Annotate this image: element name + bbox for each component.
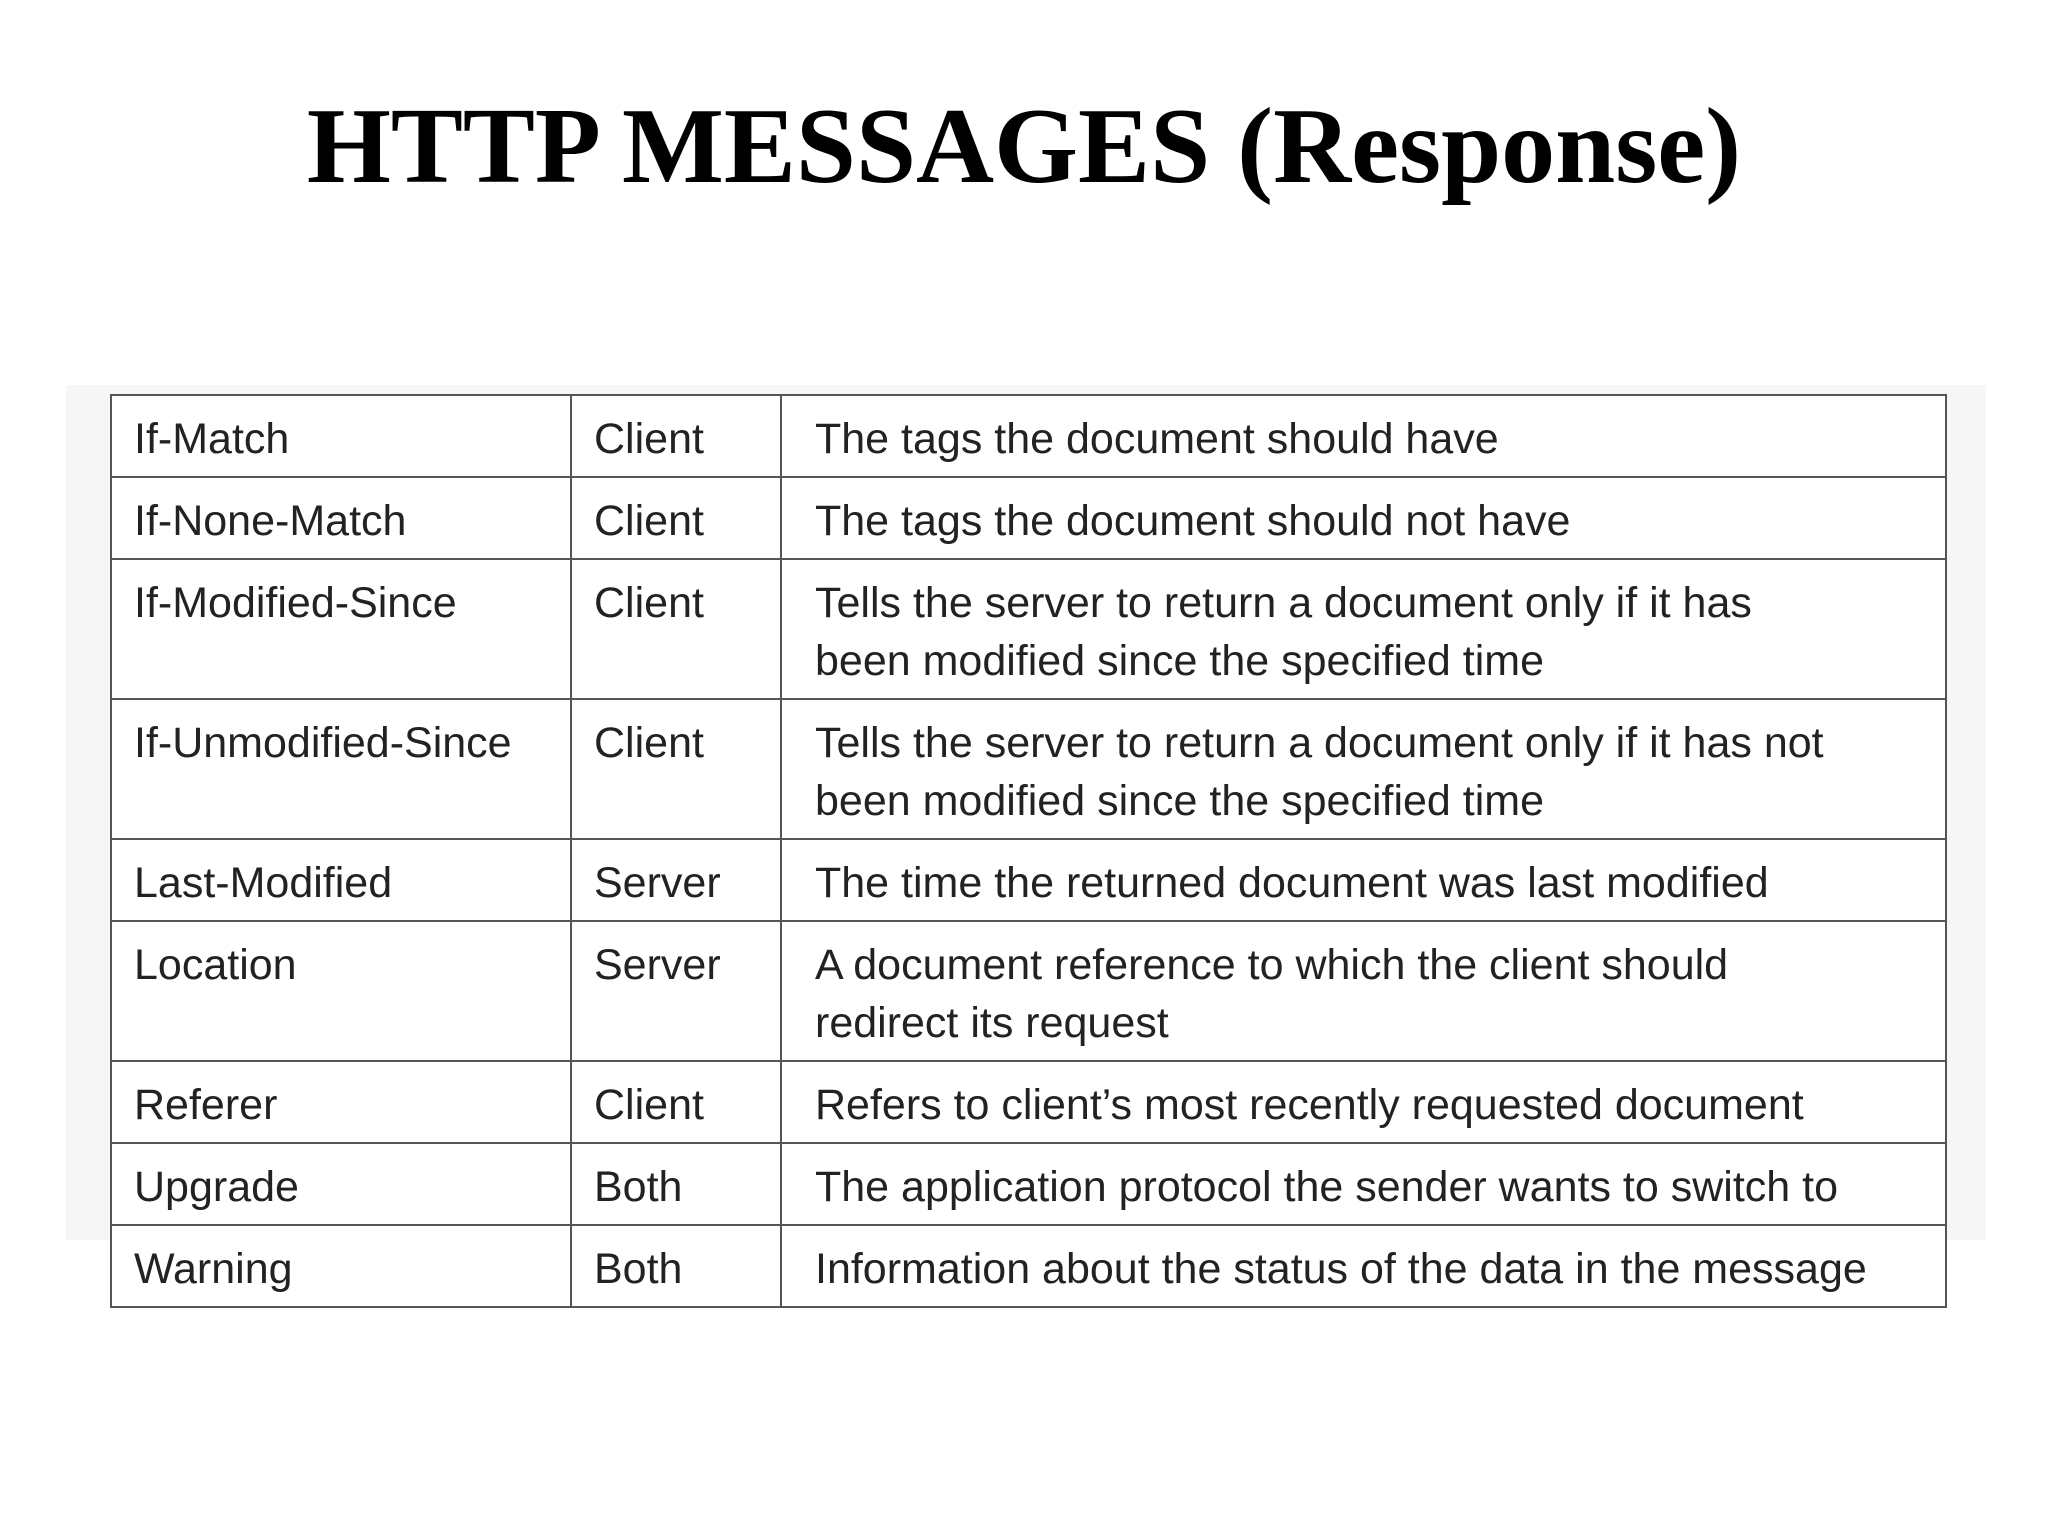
header-description-cell: The application protocol the sender wants to switch to (781, 1143, 1946, 1225)
header-type-cell: Client (571, 699, 781, 839)
table-row (111, 839, 1946, 921)
description-line: A document reference to which the client should (815, 941, 1729, 989)
header-description-cell: Information about the status of the data in the message (781, 1225, 1946, 1307)
header-name-cell: Referer (111, 1061, 571, 1143)
http-header-table (110, 394, 1947, 1308)
description-line: redirect its request (815, 999, 1169, 1047)
header-type-cell: Server (571, 839, 781, 921)
header-name-cell: If-Match (111, 395, 571, 477)
header-description-cell (781, 699, 1946, 839)
header-type-cell: Client (571, 477, 781, 559)
table-row (111, 395, 1946, 477)
header-name-cell: Last-Modified (111, 839, 571, 921)
table-row (111, 1225, 1946, 1307)
table-row (111, 921, 1946, 1061)
description-line: Tells the server to return a document only if it has (815, 579, 1752, 627)
header-name-cell: If-Unmodified-Since (111, 699, 571, 839)
header-description-cell: Refers to client’s most recently requested document (781, 1061, 1946, 1143)
description-line: been modified since the specified time (815, 777, 1545, 825)
header-type-cell: Client (571, 559, 781, 699)
header-type-cell: Server (571, 921, 781, 1061)
header-description-cell: The tags the document should not have (781, 477, 1946, 559)
header-description-cell (781, 559, 1946, 699)
header-type-cell: Both (571, 1225, 781, 1307)
header-description-cell: The tags the document should have (781, 395, 1946, 477)
table-row (111, 1061, 1946, 1143)
table-row (111, 559, 1946, 699)
header-type-cell: Client (571, 1061, 781, 1143)
description-line: been modified since the specified time (815, 637, 1545, 685)
description-line: Tells the server to return a document only if it has not (815, 719, 1824, 767)
header-name-cell: Upgrade (111, 1143, 571, 1225)
table-row (111, 699, 1946, 839)
header-type-cell: Both (571, 1143, 781, 1225)
header-name-cell: Warning (111, 1225, 571, 1307)
table-row (111, 477, 1946, 559)
header-name-cell: If-Modified-Since (111, 559, 571, 699)
slide-title: HTTP MESSAGES (Response) (306, 87, 1742, 206)
header-name-cell: Location (111, 921, 571, 1061)
table-row (111, 1143, 1946, 1225)
header-type-cell: Client (571, 395, 781, 477)
header-description-cell: The time the returned document was last modified (781, 839, 1946, 921)
header-name-cell: If-None-Match (111, 477, 571, 559)
header-description-cell (781, 921, 1946, 1061)
